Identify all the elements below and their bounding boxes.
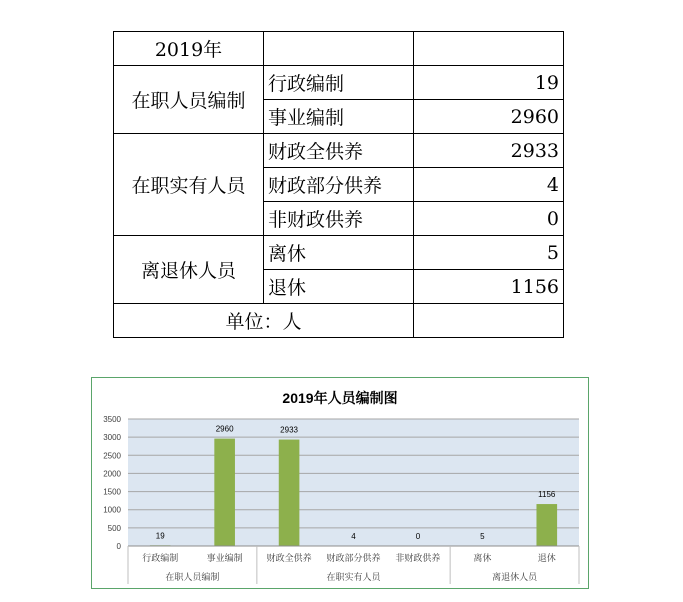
group-label: 离退休人员: [492, 573, 538, 583]
x-tick-label: 行政编制: [142, 554, 179, 564]
x-tick-label: 财政全供养: [266, 554, 312, 564]
plot-area: [128, 419, 579, 546]
unit-row: [114, 304, 564, 338]
category-cell: 非财政供养: [264, 202, 414, 236]
table-row: [114, 236, 564, 270]
category-cell: 财政部分供养: [264, 168, 414, 202]
y-tick-label: 2500: [103, 451, 121, 461]
table-row: [114, 134, 564, 168]
group-label-cell: 在职人员编制: [114, 66, 264, 134]
bar: [536, 504, 557, 546]
value-cell: 1156: [414, 270, 564, 304]
staff-table: [113, 31, 564, 338]
y-tick-label: 500: [107, 523, 121, 533]
chart-title: 2019年人员编制图: [282, 390, 398, 406]
empty-unit-cell: [414, 304, 564, 338]
unit-cell: 单位：人: [114, 304, 414, 338]
y-tick-label: 1000: [103, 505, 121, 515]
value-cell: 2960: [414, 100, 564, 134]
data-label: 1156: [538, 490, 556, 500]
value-cell: 19: [414, 66, 564, 100]
category-cell: 离休: [264, 236, 414, 270]
value-cell: 2933: [414, 134, 564, 168]
group-label: 在职人员编制: [165, 573, 220, 583]
data-label: 5: [480, 531, 485, 541]
x-tick-label: 财政部分供养: [326, 554, 381, 564]
y-tick-label: 3500: [103, 415, 121, 424]
table-header-row: [114, 32, 564, 66]
data-label: 19: [155, 531, 165, 541]
group-label-cell: 离退休人员: [114, 236, 264, 304]
empty-header-cell: [264, 32, 414, 66]
data-label: 2933: [280, 425, 298, 435]
bar: [279, 440, 300, 546]
category-cell: 行政编制: [264, 66, 414, 100]
data-label: 4: [351, 531, 356, 541]
year-cell: 2019年: [114, 32, 264, 66]
y-tick-label: 2000: [103, 469, 121, 479]
x-tick-label: 事业编制: [206, 554, 243, 564]
bar-chart: [92, 378, 588, 588]
group-label-cell: 在职实有人员: [114, 134, 264, 236]
y-tick-label: 1500: [103, 487, 121, 497]
y-tick-label: 0: [116, 542, 121, 551]
data-label: 2960: [215, 424, 234, 434]
group-label: 在职实有人员: [326, 573, 381, 583]
table-row: [114, 66, 564, 100]
value-cell: 5: [414, 236, 564, 270]
x-tick-label: 离休: [473, 554, 492, 564]
x-tick-label: 退休: [537, 554, 556, 564]
value-cell: 0: [414, 202, 564, 236]
bar: [214, 439, 235, 546]
category-cell: 财政全供养: [264, 134, 414, 168]
category-cell: 事业编制: [264, 100, 414, 134]
data-label: 0: [415, 532, 421, 541]
value-cell: 4: [414, 168, 564, 202]
category-cell: 退休: [264, 270, 414, 304]
y-tick-label: 3000: [103, 433, 121, 443]
empty-header-cell: [414, 32, 564, 66]
chart-container: [91, 377, 589, 589]
x-tick-label: 非财政供养: [395, 554, 441, 564]
